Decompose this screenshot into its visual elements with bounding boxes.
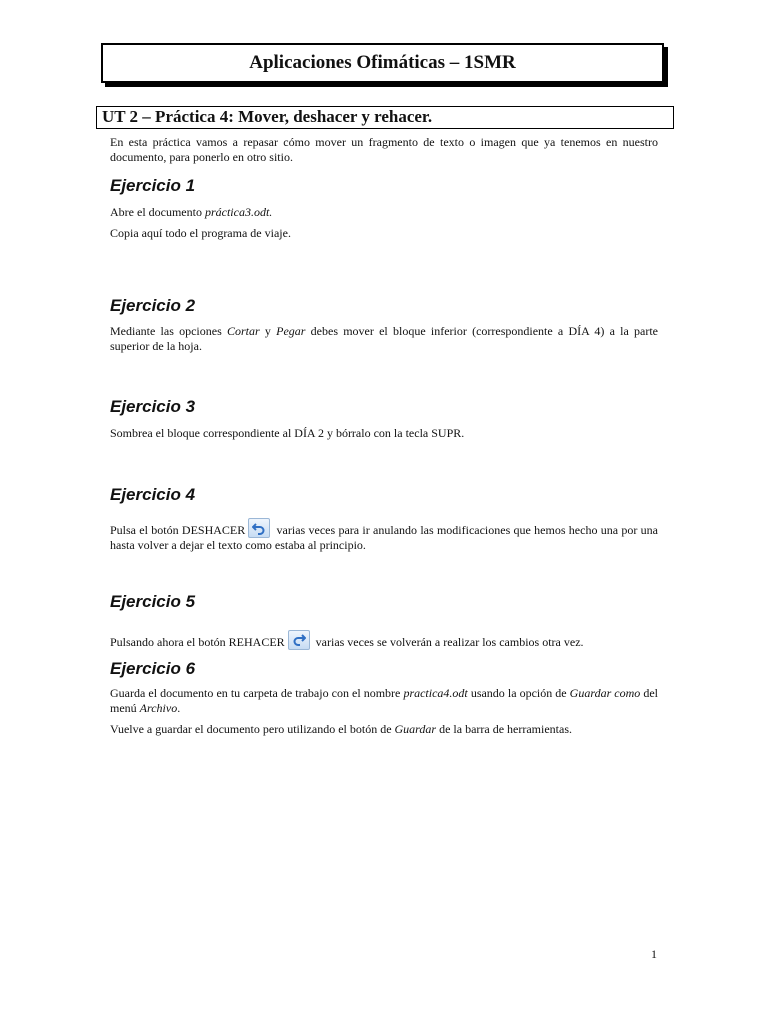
pegar-term: Pegar <box>276 324 306 338</box>
exercise-2-heading: Ejercicio 2 <box>110 296 196 315</box>
text: y <box>259 324 277 338</box>
text: varias veces para ir anulando las modificaciones que hemos hecho una por una hasta volver a dejar el texto como estaba al principio. <box>110 523 659 552</box>
intro-paragraph: En esta práctica vamos a repasar cómo mover un fragmento de texto o imagen que ya tenemos en nuestro documento, para ponerlo en otro sitio. <box>110 135 658 164</box>
exercise-3-paragraph: Sombrea el bloque correspondiente al DÍA 2 y bórralo con la tecla SUPR. <box>110 426 465 440</box>
filename: práctica3.odt. <box>204 205 273 219</box>
unit-title: UT 2 – Práctica 4: Mover, deshacer y rehacer. <box>96 106 674 129</box>
text: Pulsando ahora el botón REHACER <box>110 635 285 649</box>
exercise-6-paragraph-2 <box>110 722 658 737</box>
text: varias veces se volverán a realizar los cambios otra vez. <box>312 635 584 649</box>
undo-icon <box>248 518 270 538</box>
text: . <box>177 701 181 715</box>
text: del menú <box>110 686 658 715</box>
redo-icon <box>288 630 310 650</box>
text: debes mover el bloque inferior (correspondiente a DÍA 4) a la parte superior de la hoja. <box>110 324 659 353</box>
exercise-3-heading: Ejercicio 3 <box>110 397 196 416</box>
exercise-1-paragraph-1 <box>110 205 658 220</box>
text: usando la opción de <box>467 686 570 700</box>
text: Abre el documento <box>110 205 205 219</box>
text: Pulsa el botón DESHACER <box>110 523 246 537</box>
page-number: 1 <box>651 947 657 961</box>
filename: practica4.odt <box>403 686 468 700</box>
document-title: Aplicaciones Ofimáticas – 1SMR <box>101 43 664 83</box>
exercise-1-paragraph-2: Copia aquí todo el programa de viaje. <box>110 226 291 240</box>
exercise-4-paragraph <box>110 518 658 553</box>
exercise-6-paragraph-1 <box>110 686 658 716</box>
cortar-term: Cortar <box>226 324 260 338</box>
text: Vuelve a guardar el documento pero utilizando el botón de <box>110 722 395 736</box>
exercise-2-paragraph <box>110 324 658 354</box>
exercise-5-paragraph <box>110 630 658 650</box>
guardar-como-term: Guardar como <box>569 686 641 700</box>
text: de la barra de herramientas. <box>436 722 573 736</box>
archivo-term: Archivo <box>139 701 178 715</box>
text: Guarda el documento en tu carpeta de trabajo con el nombre <box>110 686 404 700</box>
guardar-term: Guardar <box>394 722 437 736</box>
exercise-4-heading: Ejercicio 4 <box>110 485 196 504</box>
text: Mediante las opciones <box>110 324 227 338</box>
exercise-1-heading: Ejercicio 1 <box>110 176 196 195</box>
exercise-6-heading: Ejercicio 6 <box>110 659 196 678</box>
exercise-5-heading: Ejercicio 5 <box>110 592 196 611</box>
